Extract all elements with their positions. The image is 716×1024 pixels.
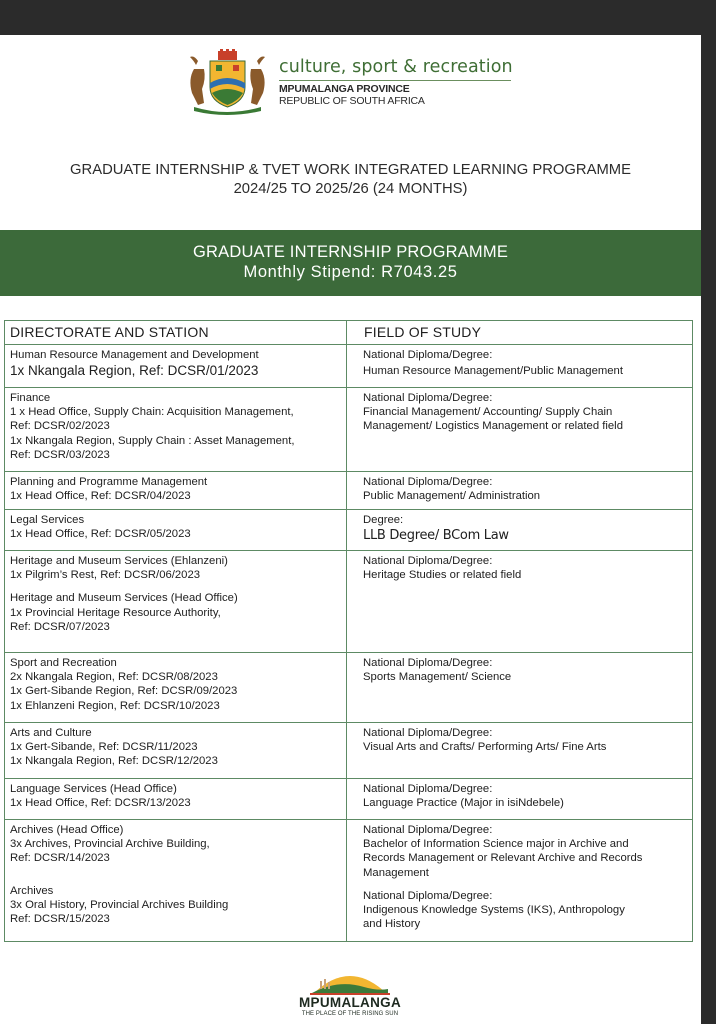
cell-line: 1 x Head Office, Supply Chain: Acquisition Management, — [10, 406, 294, 419]
cell-line: National Diploma/Degree: — [363, 657, 493, 669]
cell-line: 1x Pilgrim’s Rest, Ref: DCSR/06/2023 — [10, 569, 201, 582]
province-name: MPUMALANGA PROVINCE — [279, 83, 410, 95]
cell-line: 1x Head Office, Ref: DCSR/13/2023 — [10, 797, 191, 810]
banner-stipend: Monthly Stipend: R7043.25 — [243, 263, 458, 281]
table-row — [5, 722, 692, 778]
cell-line: 2x Nkangala Region, Ref: DCSR/08/2023 — [10, 671, 218, 684]
column-divider — [346, 321, 347, 344]
directorate-cell — [10, 782, 344, 810]
header-directorate: DIRECTORATE AND STATION — [10, 324, 209, 340]
cell-gap — [363, 880, 687, 889]
cell-line: Planning and Programme Management — [10, 476, 208, 488]
cell-line: 1x Provincial Heritage Resource Authority, — [10, 606, 221, 619]
cell-line: 1x Nkangala Region, Ref: DCSR/01/2023 — [10, 363, 259, 379]
cell-line: National Diploma/Degree: — [363, 824, 493, 836]
cell-line: Ref: DCSR/14/2023 — [10, 852, 110, 865]
column-divider — [346, 388, 347, 471]
table-header-row — [5, 321, 692, 344]
column-divider — [346, 653, 347, 722]
field-cell — [363, 475, 687, 503]
cell-line: Human Resource Management/Public Management — [363, 365, 623, 378]
cell-line: Arts and Culture — [10, 727, 92, 739]
cell-line: Heritage and Museum Services (Ehlanzeni) — [10, 555, 228, 567]
cell-line: 1x Gert-Sibande Region, Ref: DCSR/09/2023 — [10, 685, 238, 698]
column-divider — [346, 551, 347, 652]
cell-line: Financial Management/ Accounting/ Supply Chain — [363, 406, 613, 419]
cell-line: Finance — [10, 392, 51, 404]
cell-line: Archives — [10, 884, 54, 897]
cell-line: and History — [363, 918, 421, 931]
cell-line: Indigenous Knowledge Systems (IKS), Anthropology — [363, 904, 625, 917]
footer-slogan: THE PLACE OF THE RISING SUN — [301, 1011, 399, 1017]
directorate-cell — [10, 348, 344, 378]
field-cell — [363, 782, 687, 810]
department-text — [279, 57, 513, 107]
cell-line: Human Resource Management and Development — [10, 349, 259, 361]
cell-line: Language Practice (Major in isiNdebele) — [363, 797, 564, 810]
department-logo — [180, 49, 520, 117]
programme-title-line1: GRADUATE INTERNSHIP & TVET WORK INTEGRATED LEARNING PROGRAMME — [70, 162, 631, 178]
mpumalanga-logo — [290, 965, 410, 1024]
cell-gap — [10, 866, 344, 884]
header-field-of-study: FIELD OF STUDY — [364, 324, 482, 340]
cell-line: Heritage and Museum Services (Head Office) — [10, 592, 238, 605]
cell-line: 1x Head Office, Ref: DCSR/04/2023 — [10, 490, 191, 503]
directorate-cell — [10, 823, 344, 926]
column-divider — [346, 779, 347, 819]
positions-table — [4, 320, 693, 942]
directorate-cell — [10, 475, 344, 503]
directorate-cell — [10, 513, 344, 541]
cell-line: 3x Oral History, Provincial Archives Building — [10, 898, 229, 911]
rising-sun-icon — [308, 965, 392, 995]
coat-of-arms-icon — [180, 49, 275, 115]
field-cell — [363, 554, 687, 582]
cell-line: National Diploma/Degree: — [363, 476, 493, 488]
column-divider — [346, 820, 347, 941]
table-row — [5, 652, 692, 722]
cell-line: Management/ Logistics Management or related field — [363, 420, 623, 433]
table-row — [5, 471, 692, 509]
country-name: REPUBLIC OF SOUTH AFRICA — [279, 95, 425, 107]
directorate-cell — [10, 391, 344, 462]
cell-gap — [10, 582, 344, 591]
table-row — [5, 509, 692, 550]
cell-line: National Diploma/Degree: — [363, 783, 493, 795]
banner-title: GRADUATE INTERNSHIP PROGRAMME — [192, 243, 509, 261]
directorate-cell — [10, 726, 344, 769]
column-divider — [346, 723, 347, 778]
cell-line: National Diploma/Degree: — [363, 555, 493, 567]
cell-line: National Diploma/Degree: — [363, 392, 493, 404]
cell-line: Ref: DCSR/03/2023 — [10, 448, 110, 461]
cell-line: Bachelor of Information Science major in Archive and — [363, 838, 629, 851]
field-cell — [363, 656, 687, 684]
cell-line: Archives (Head Office) — [10, 824, 124, 836]
column-divider — [346, 472, 347, 509]
table-row — [5, 819, 692, 941]
cell-line: Language Services (Head Office) — [10, 783, 177, 795]
table-row — [5, 550, 692, 652]
programme-banner — [0, 230, 701, 296]
footer-name: MPUMALANGA — [299, 995, 401, 1010]
cell-line: 1x Ehlanzeni Region, Ref: DCSR/10/2023 — [10, 699, 220, 712]
table-row — [5, 778, 692, 819]
directorate-cell — [10, 554, 344, 634]
cell-line: 1x Nkangala Region, Ref: DCSR/12/2023 — [10, 755, 218, 768]
cell-line: Ref: DCSR/07/2023 — [10, 620, 110, 633]
programme-title-line2: 2024/25 TO 2025/26 (24 MONTHS) — [233, 181, 468, 197]
field-cell — [363, 391, 687, 434]
column-divider — [346, 345, 347, 387]
field-cell — [363, 348, 687, 378]
cell-line: 1x Nkangala Region, Supply Chain : Asset Management, — [10, 434, 295, 447]
cell-line: 1x Head Office, Ref: DCSR/05/2023 — [10, 528, 191, 541]
field-cell — [363, 823, 687, 931]
cell-line: Ref: DCSR/15/2023 — [10, 913, 110, 926]
table-row — [5, 344, 692, 387]
column-divider — [346, 510, 347, 550]
cell-line: Degree: — [363, 514, 404, 526]
cell-line: National Diploma/Degree: — [363, 889, 493, 902]
cell-line: Records Management or Relevant Archive and Records — [363, 852, 643, 865]
document-page — [0, 35, 701, 1024]
field-cell — [363, 513, 687, 543]
cell-line: LLB Degree/ BCom Law — [363, 528, 509, 544]
cell-line: Management — [363, 866, 429, 879]
cell-line: Visual Arts and Crafts/ Performing Arts/ Fine Arts — [363, 741, 607, 754]
cell-line: Public Management/ Administration — [363, 490, 541, 503]
cell-line: Ref: DCSR/02/2023 — [10, 420, 110, 433]
cell-line: Sport and Recreation — [10, 657, 117, 669]
cell-line: Heritage Studies or related field — [363, 569, 522, 582]
table-row — [5, 387, 692, 471]
directorate-cell — [10, 656, 344, 713]
cell-line: 3x Archives, Provincial Archive Building, — [10, 838, 210, 851]
cell-line: 1x Gert-Sibande, Ref: DCSR/11/2023 — [10, 741, 198, 754]
department-name: culture, sport & recreation — [279, 57, 513, 77]
field-cell — [363, 726, 687, 754]
programme-title — [0, 161, 701, 199]
cell-line: Sports Management/ Science — [363, 671, 512, 684]
cell-line: Legal Services — [10, 514, 85, 526]
cell-line: National Diploma/Degree: — [363, 727, 493, 739]
department-rule — [279, 80, 511, 81]
cell-line: National Diploma/Degree: — [363, 349, 493, 361]
